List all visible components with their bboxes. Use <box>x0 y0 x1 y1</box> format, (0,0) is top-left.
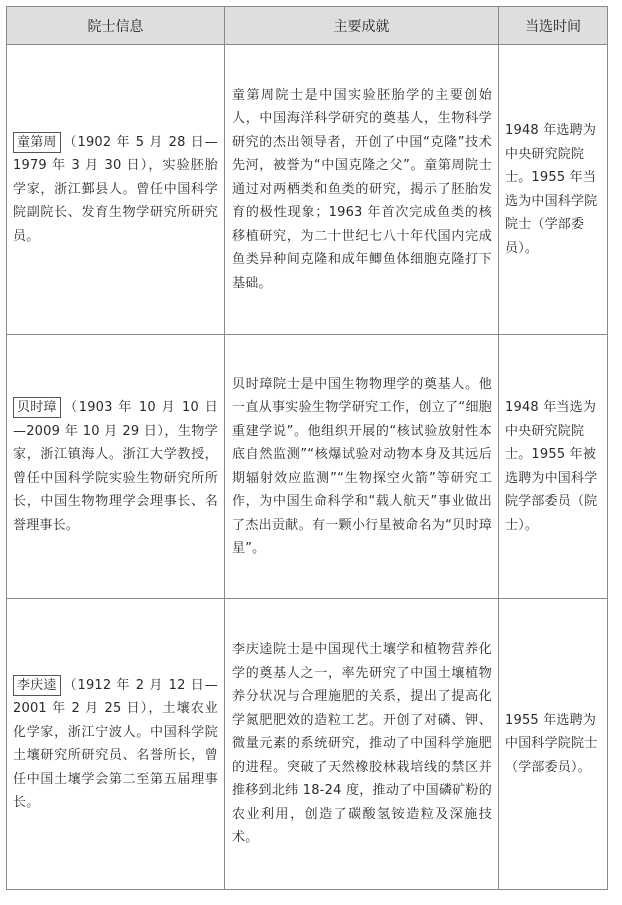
row-2-achievements-cell <box>225 599 499 889</box>
row-1-info-text: （1903 年 10 月 10 日—2009 年 10 月 29 日），生物学家，浙江镇海人。浙江大学教授，曾任中国科学院实验生物研究所所长，中国生物物理学会理事长、名誉理事长。 <box>13 400 218 533</box>
row-0-achievements-cell <box>225 45 499 335</box>
row-0-info <box>7 131 224 249</box>
row-2-info-cell <box>7 599 225 889</box>
header-info <box>7 7 225 45</box>
row-2-info <box>7 674 224 815</box>
row-1-achievements-cell <box>225 335 499 599</box>
header-info-label: 院士信息 <box>87 18 144 35</box>
row-2-name: 李庆逵 <box>13 675 61 696</box>
row-2-elected-cell <box>499 599 607 889</box>
header-achievements-label: 主要成就 <box>333 18 390 35</box>
row-1-elected: 1948 年当选为中央研究院院士。1955 年被选聘为中国科学院学部委员（院士）。 <box>505 400 598 533</box>
row-0-info-text: （1902 年 5 月 28 日—1979 年 3 月 30 日），实验胚胎学家，浙江鄞县人。曾任中国科学院副院长、发育生物学研究所研究员。 <box>13 134 218 244</box>
academician-table <box>6 6 608 890</box>
header-elected <box>499 7 607 45</box>
header-achievements <box>225 7 499 45</box>
row-1-info <box>7 396 224 537</box>
row-1-info-cell <box>7 335 225 599</box>
row-0-elected-cell <box>499 45 607 335</box>
row-1-achievements: 贝时璋院士是中国生物物理学的奠基人。他一直从事实验生物学研究工作，创立了“细胞重建学说”。他组织开展的“核试验放射性本底自然监测”“核爆试验对动物本身及其远后期辐射效应监测”“生物探空火箭”等研究工作，为中国生命科学和“载人航天”事业做出了杰出贡献。有一颗小行星被命名为“贝时璋星”。 <box>232 376 492 556</box>
header-elected-label: 当选时间 <box>525 18 581 35</box>
row-0-elected: 1948 年选聘为中央研究院院士。1955 年当选为中国科学院院士（学部委员）。 <box>505 123 598 256</box>
row-2-elected: 1955 年选聘为中国科学院院士（学部委员）。 <box>505 712 598 775</box>
row-0-info-cell <box>7 45 225 335</box>
row-0-name: 童第周 <box>13 132 61 153</box>
row-1-elected-cell <box>499 335 607 599</box>
row-2-info-text: （1912 年 2 月 12 日—2001 年 2 月 25 日），土壤农业化学家，浙江宁波人。中国科学院土壤研究所研究员、名誉所长，曾任中国土壤学会第二至第五届理事长。 <box>13 677 218 810</box>
row-0-achievements: 童第周院士是中国实验胚胎学的主要创始人，中国海洋科学研究的奠基人，生物科学研究的杰出领导者，开创了中国“克隆”技术先河，被誉为“中国克隆之父”。童第周院士通过对两栖类和鱼类的研究，揭示了胚胎发育的极性现象；1963 年首次完成鱼类的核移植研究，为二十世纪七八十年代国内完成鱼类异种间克隆和成年鲫鱼体细胞克隆打下基础。 <box>232 87 492 291</box>
row-2-achievements: 李庆逵院士是中国现代土壤学和植物营养化学的奠基人之一，率先研究了中国土壤植物养分状况与合理施肥的关系，提出了提高化学氮肥肥效的造粒工艺。开创了对磷、钾、微量元素的系统研究，推动了中国科学施肥的进程。突破了天然橡胶林栽培线的禁区并推移到北纬 18-24 度，推动了中国磷矿粉的农业利用，创造了碳酸氢铵造粒及深施技术。 <box>232 642 492 846</box>
row-1-name: 贝时璋 <box>13 397 61 418</box>
